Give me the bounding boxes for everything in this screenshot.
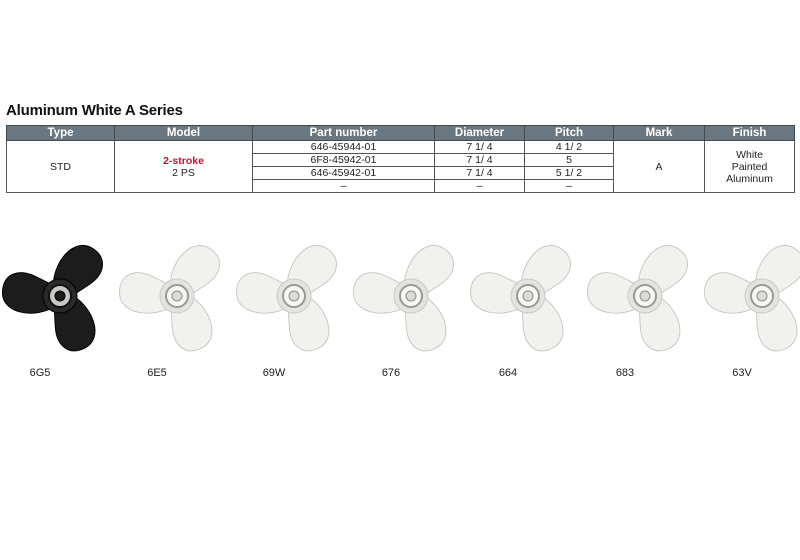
propeller-code: 63V (732, 367, 752, 379)
propeller-icon (702, 237, 800, 353)
part-number-cell: 646-45944-01 (253, 141, 435, 154)
propeller-code: 664 (498, 367, 518, 379)
part-number-cell: – (253, 180, 435, 193)
diameter-cell: 7 1/ 4 (435, 167, 525, 180)
finish-line: Painted (731, 160, 768, 173)
part-number-cell: 6F8-45942-01 (253, 154, 435, 167)
finish-line: Aluminum (726, 172, 773, 185)
pitch-cell: 5 (525, 154, 614, 167)
propeller-code: 683 (615, 367, 635, 379)
header-finish: Finish (705, 126, 795, 141)
propeller-item (117, 236, 233, 386)
propeller-gallery (0, 236, 800, 386)
mark-cell: A (614, 141, 705, 193)
propeller-shaft-bore (55, 291, 65, 301)
propeller-shaft-bore (757, 291, 767, 301)
propeller-image (234, 236, 350, 364)
propeller-icon (234, 237, 344, 353)
propeller-shaft-bore (172, 291, 182, 301)
propeller-icon (117, 237, 227, 353)
part-number-cell: 646-45942-01 (253, 167, 435, 180)
diameter-cell: 7 1/ 4 (435, 154, 525, 167)
finish-line: White (736, 148, 763, 161)
diameter-cell: 7 1/ 4 (435, 141, 525, 154)
propeller-code: 69W (262, 367, 286, 379)
model-cell (115, 141, 253, 193)
propeller-item (468, 236, 584, 386)
header-diameter: Diameter (435, 126, 525, 141)
propeller-image (351, 236, 467, 364)
propeller-image (117, 236, 233, 364)
pitch-cell: – (525, 180, 614, 193)
header-type: Type (7, 126, 115, 141)
propeller-shaft-bore (523, 291, 533, 301)
table-header-row (7, 126, 795, 141)
propeller-code: 6G5 (29, 367, 51, 379)
header-mark: Mark (614, 126, 705, 141)
spec-table (6, 125, 795, 193)
table-row (7, 141, 795, 154)
propeller-image (0, 236, 116, 364)
propeller-code: 676 (381, 367, 401, 379)
propeller-shaft-bore (640, 291, 650, 301)
propeller-image (585, 236, 701, 364)
propeller-image (468, 236, 584, 364)
propeller-item (351, 236, 467, 386)
type-cell: STD (7, 141, 115, 193)
propeller-icon (351, 237, 461, 353)
propeller-item (234, 236, 350, 386)
propeller-code: 6E5 (147, 367, 167, 379)
pitch-cell: 5 1/ 2 (525, 167, 614, 180)
section-title: Aluminum White A Series (6, 102, 183, 119)
model-power: 2 PS (172, 166, 195, 179)
propeller-icon (0, 237, 110, 353)
header-part-number: Part number (253, 126, 435, 141)
propeller-shaft-bore (406, 291, 416, 301)
propeller-item (702, 236, 800, 386)
propeller-item (585, 236, 701, 386)
finish-cell (705, 141, 795, 193)
diameter-cell: – (435, 180, 525, 193)
propeller-shaft-bore (289, 291, 299, 301)
header-pitch: Pitch (525, 126, 614, 141)
propeller-icon (585, 237, 695, 353)
propeller-item (0, 236, 116, 386)
propeller-image (702, 236, 800, 364)
propeller-icon (468, 237, 578, 353)
model-stroke: 2-stroke (163, 154, 204, 167)
header-model: Model (115, 126, 253, 141)
pitch-cell: 4 1/ 2 (525, 141, 614, 154)
